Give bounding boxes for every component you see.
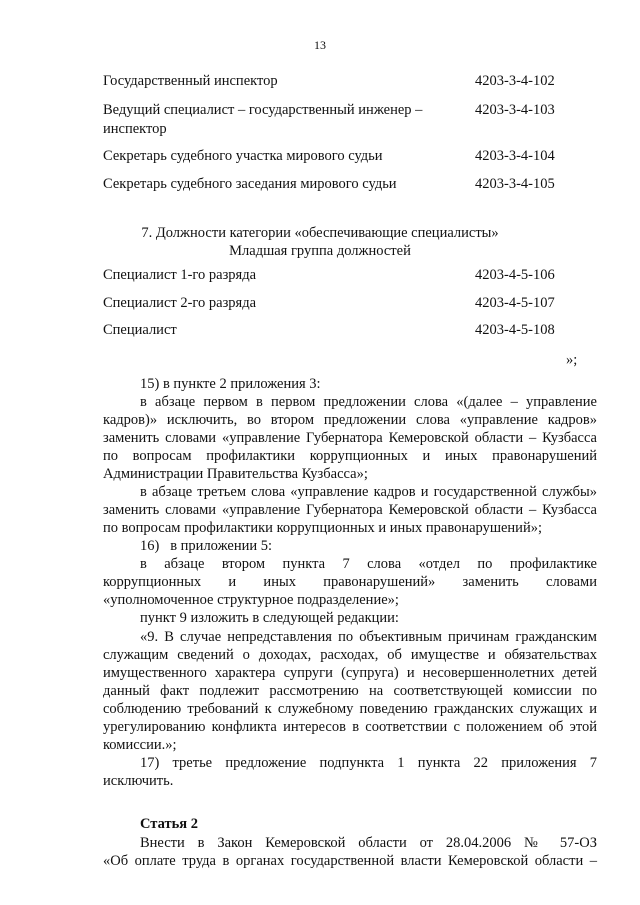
- position-title: Ведущий специалист – государственный инженер –: [103, 102, 423, 118]
- paragraph-line: заменить словами «управление Губернатора Кемеровской области – Кузбасса: [103, 430, 597, 446]
- paragraph-line: Администрации Правительства Кузбасса»;: [103, 466, 368, 482]
- paragraph-line: кадров)» исключить, во втором предложении слова «управление кадров»: [103, 412, 597, 428]
- position-title: Секретарь судебного заседания мирового судьи: [103, 176, 397, 192]
- article-heading: Статья 2: [140, 816, 198, 832]
- paragraph-line: урегулированию конфликта интересов в соответствии с положением об этой: [103, 719, 597, 735]
- position-title: инспектор: [103, 121, 167, 137]
- paragraph-line: заменить словами «управление Губернатора Кемеровской области – Кузбасса: [103, 502, 597, 518]
- position-title: Секретарь судебного участка мирового судьи: [103, 148, 383, 164]
- position-code: 4203-4-5-108: [475, 322, 555, 338]
- section-subheading: Младшая группа должностей: [229, 243, 411, 259]
- paragraph-line: 17) третье предложение подпункта 1 пункта 22 приложения 7: [140, 755, 597, 771]
- paragraph-line: пункт 9 изложить в следующей редакции:: [140, 610, 399, 626]
- position-code: 4203-3-4-105: [475, 176, 555, 192]
- paragraph-line: Внести в Закон Кемеровской области от 28.04.2006 № 57-ОЗ: [140, 835, 597, 851]
- closing-quote: »;: [566, 352, 578, 368]
- paragraph-line: «9. В случае непредставления по объективным причинам гражданским: [140, 629, 597, 645]
- position-title: Специалист: [103, 322, 177, 338]
- position-code: 4203-4-5-107: [475, 295, 555, 311]
- paragraph-line: имущественного характера супруги (супруга) и несовершеннолетних детей: [103, 665, 597, 681]
- paragraph-line: коррупционных и иных правонарушений» заменить словами: [103, 574, 597, 590]
- page-number: 13: [314, 38, 326, 52]
- paragraph-line: служащим сведений о доходах, расходах, об имуществе и обязательствах: [103, 647, 597, 663]
- paragraph-line: комиссии.»;: [103, 737, 177, 753]
- position-code: 4203-3-4-103: [475, 102, 555, 118]
- paragraph-line: соблюдению требований к служебному поведению гражданских служащих и: [103, 701, 597, 717]
- position-title: Специалист 2-го разряда: [103, 295, 257, 311]
- position-title: Государственный инспектор: [103, 73, 278, 89]
- paragraph-line: 16) в приложении 5:: [140, 538, 273, 554]
- paragraph-line: в абзаце первом в первом предложении слова «(далее – управление: [140, 394, 597, 410]
- paragraph-line: «уполномоченное структурное подразделение»;: [103, 592, 399, 608]
- paragraph-line: в абзаце третьем слова «управление кадров и государственной службы»: [140, 484, 597, 500]
- paragraph-line: исключить.: [103, 773, 174, 789]
- position-code: 4203-3-4-104: [475, 148, 555, 164]
- paragraph-line: 15) в пункте 2 приложения 3:: [140, 376, 321, 392]
- paragraph-line: «Об оплате труда в органах государственной власти Кемеровской области –: [103, 853, 597, 869]
- paragraph-line: в абзаце втором пункта 7 слова «отдел по профилактике: [140, 556, 597, 572]
- section-heading: 7. Должности категории «обеспечивающие специалисты»: [141, 225, 499, 241]
- position-title: Специалист 1-го разряда: [103, 267, 257, 283]
- paragraph-line: данный факт подлежит рассмотрению на соответствующей комиссии по: [103, 683, 597, 699]
- position-code: 4203-4-5-106: [475, 267, 555, 283]
- position-code: 4203-3-4-102: [475, 73, 555, 89]
- paragraph-line: по вопросам профилактики коррупционных и иных правонарушений: [103, 448, 597, 464]
- paragraph-line: по вопросам профилактики коррупционных и иных правонарушений»;: [103, 520, 542, 536]
